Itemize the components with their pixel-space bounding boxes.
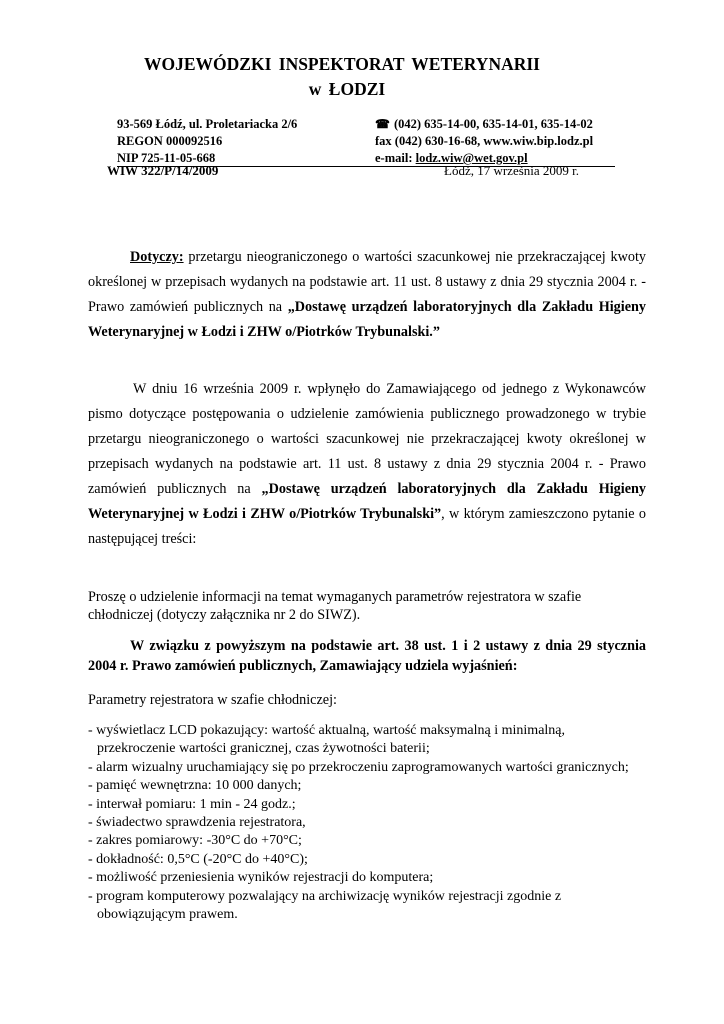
answer-intro-paragraph: W związku z powyższym na podstawie art. 38 ust. 1 i 2 ustawy z dnia 29 stycznia 2004 r. Prawo zamówień publicznych, Zamawiający udziela wyjaśnień: bbox=[88, 638, 646, 674]
intro-tail: , w którym zamieszczono pytanie o następującej treści: bbox=[88, 506, 646, 547]
place-and-date: Łódź, 17 września 2009 r. bbox=[444, 163, 580, 178]
telephone-icon: ☎ bbox=[375, 117, 390, 131]
organization-name: WOJEWÓDZKI INSPEKTORAT WETERYNARII bbox=[144, 54, 540, 74]
list-item: - interwał pomiaru: 1 min - 24 godz.; bbox=[88, 796, 296, 812]
list-item: - świadectwo sprawdzenia rejestratora, bbox=[88, 815, 306, 831]
list-item: - alarm wizualny uruchamiający się po przekroczeniu zaprogramowanych wartości granicznych; bbox=[88, 759, 629, 775]
email-label: e-mail bbox=[375, 151, 409, 165]
intro-text: W dniu 16 września 2009 r. wpłynęło do Zamawiającego od jednego z Wykonawców pismo dotyczące postępowania o udzielenie zamówienia publicznego prowadzonego w trybie przetargu nieograniczonego o wartości szacunkowej nie przekraczającej kwoty określonej w przepisach wydanych na podstawie art. 11 ust. 8 ustawy z dnia 29 stycznia 2004 r. - Prawo zamówień publicznych na bbox=[88, 381, 646, 497]
list-item: - program komputerowy pozwalający na archiwizację wyników rejestracji zgodnie z bbox=[88, 888, 562, 904]
fax-and-website: fax (042) 630-16-68, www.wiw.bip.lodz.pl bbox=[375, 134, 594, 148]
organization-title bbox=[0, 52, 684, 102]
question-paragraph: Proszę o udzielenie informacji na temat wymaganych parametrów rejestratora w szafie chłodniczej (dotyczy załącznika nr 2 do SIWZ). bbox=[88, 589, 582, 623]
regon-number: REGON 000092516 bbox=[117, 134, 223, 148]
nip-number: NIP 725-11-05-668 bbox=[117, 151, 216, 165]
list-item: - pamięć wewnętrzna: 10 000 danych; bbox=[88, 778, 302, 794]
address: 93-569 Łódź, ul. Proletariacka 2/6 bbox=[117, 117, 298, 131]
intro-title: „Dostawę urządzeń laboratoryjnych dla Zakładu Higieny Weterynaryjnej w Łodzi i ZHW o/Piotrków Trybunalski” bbox=[88, 481, 646, 522]
organization-city: w ŁODZI bbox=[308, 79, 386, 99]
subject-title: „Dostawę urządzeń laboratoryjnych dla Zakładu Higieny Weterynaryjnej w Łodzi i ZHW o/Piotrków Trybunalski.” bbox=[88, 299, 646, 340]
list-item: - dokładność: 0,5°C (-20°C do +40°C); bbox=[88, 851, 308, 867]
list-item: obowiązującym prawem. bbox=[97, 907, 238, 923]
subject-text: przetargu nieograniczonego o wartości szacunkowej nie przekraczającej kwoty określonej w przepisach wydanych na podstawie art. 11 ust. 8 ustawy z dnia 29 stycznia 2004 r. - Prawo zamówień publicznych na bbox=[88, 249, 646, 315]
contact-block: 93-569 Łódź, ul. Proletariacka 2/6 ☎ (042) 635-14-00, 635-14-01, 635-14-02 REGON 000092516 fax (042) 630-16-68, www.wiw.bip.lodz.pl NIP 725-11-05-668 e-mail: lodz.wiw@wet.gov.pl bbox=[117, 116, 615, 167]
subject-label: Dotyczy: bbox=[130, 249, 184, 265]
phone-numbers: (042) 635-14-00, 635-14-01, 635-14-02 bbox=[393, 117, 593, 131]
list-item: przekroczenie wartości granicznej, czas żywotności baterii; bbox=[97, 741, 430, 757]
email-address[interactable]: lodz.wiw@wet.gov.pl bbox=[415, 151, 528, 165]
list-item: - możliwość przeniesienia wyników rejestracji do komputera; bbox=[88, 870, 434, 886]
reference-number: WIW 322/P/14/2009 bbox=[107, 163, 219, 178]
intro-paragraph bbox=[88, 377, 646, 552]
params-heading: Parametry rejestratora w szafie chłodniczej: bbox=[88, 692, 337, 708]
subject-paragraph bbox=[88, 245, 646, 345]
list-item: - zakres pomiarowy: -30°C do +70°C; bbox=[88, 833, 302, 849]
list-item: - wyświetlacz LCD pokazujący: wartość aktualną, wartość maksymalną i minimalną, bbox=[88, 723, 566, 738]
parameters-list bbox=[88, 722, 668, 924]
